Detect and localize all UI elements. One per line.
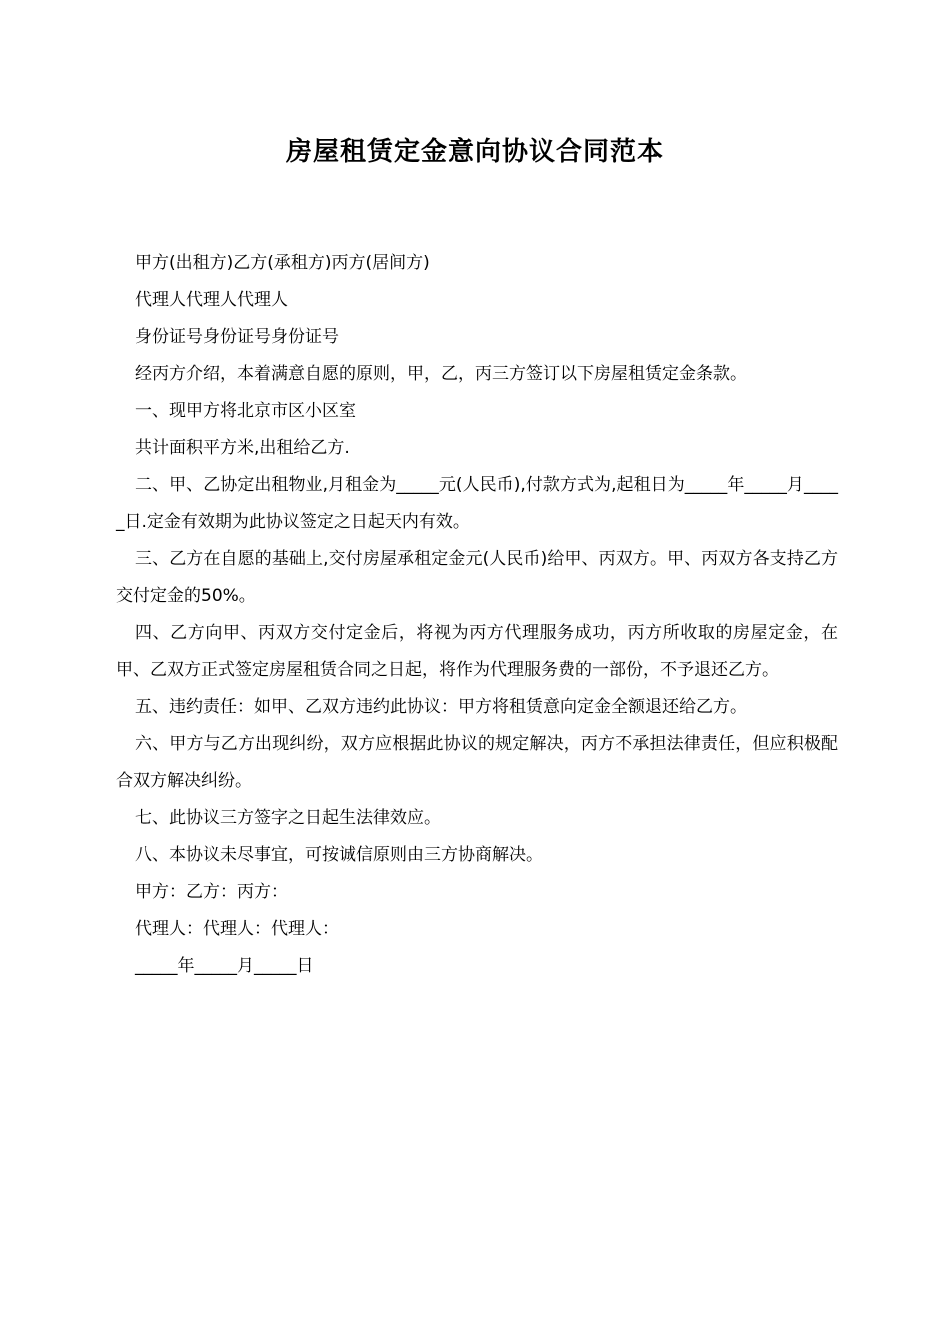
clause-6: 六、甲方与乙方出现纠纷，双方应根据此协议的规定解决，丙方不承担法律责任，但应积极配合双方解决纠纷。 xyxy=(116,734,838,791)
signature-date: _____年_____月_____日 xyxy=(135,956,314,976)
document-title: 房屋租赁定金意向协议合同范本 xyxy=(285,137,664,167)
clause-1-area: 共计面积平方米,出租给乙方. xyxy=(135,438,350,458)
clause-3: 三、乙方在自愿的基础上,交付房屋承租定金元(人民币)给甲、丙双方。甲、丙双方各支持乙方交付定金的50%。 xyxy=(116,549,838,606)
clause-7: 七、此协议三方签字之日起生法律效应。 xyxy=(135,808,441,828)
intro-paragraph: 经丙方介绍，本着满意自愿的原则，甲，乙，丙三方签订以下房屋租赁定金条款。 xyxy=(135,364,747,384)
signature-agents: 代理人：代理人：代理人： xyxy=(135,919,339,939)
clause-4: 四、乙方向甲、丙双方交付定金后，将视为丙方代理服务成功，丙方所收取的房屋定金，在甲、乙双方正式签定房屋租赁合同之日起，将作为代理服务费的一部份，不予退还乙方。 xyxy=(116,623,838,680)
clause-2: 二、甲、乙协定出租物业,月租金为_____元(人民币),付款方式为,起租日为_____年_____月_____日.定金有效期为此协议签定之日起天内有效。 xyxy=(116,475,838,532)
id-numbers-line: 身份证号身份证号身份证号 xyxy=(135,327,339,347)
parties-line: 甲方(出租方)乙方(承租方)丙方(居间方) xyxy=(135,253,430,273)
clause-1: 一、现甲方将北京市区小区室 xyxy=(135,401,356,421)
document-body xyxy=(116,245,838,985)
clause-8: 八、本协议未尽事宜，可按诚信原则由三方协商解决。 xyxy=(135,845,543,865)
clause-5: 五、违约责任：如甲、乙双方违约此协议：甲方将租赁意向定金全额退还给乙方。 xyxy=(135,697,747,717)
signature-parties: 甲方：乙方：丙方： xyxy=(135,882,288,902)
agents-line: 代理人代理人代理人 xyxy=(135,290,288,310)
